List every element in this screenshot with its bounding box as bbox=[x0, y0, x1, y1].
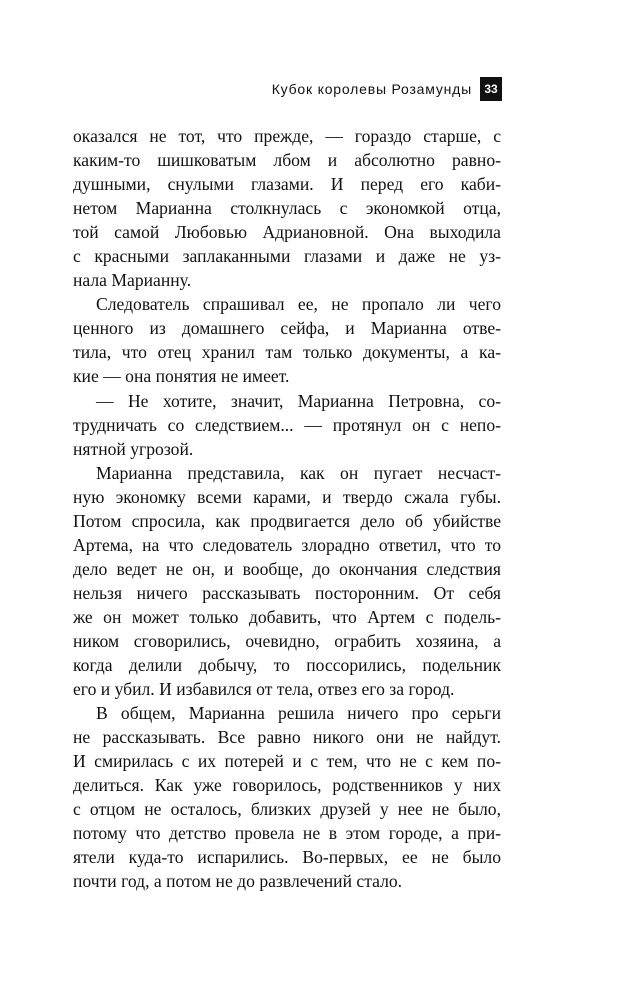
text-line: каким-то шишковатым лбом и абсолютно равно- bbox=[73, 150, 501, 171]
page-number: 33 bbox=[480, 77, 502, 101]
text-line: когда делили добычу, то поссорились, подельник bbox=[73, 655, 501, 676]
text-line: ником сговорились, очевидно, ограбить хозяина, а bbox=[73, 630, 501, 651]
page-body bbox=[73, 124, 501, 894]
text-line: потому что детство провела не в этом городе, а при- bbox=[73, 823, 501, 844]
text-line: оказался не тот, что прежде, — гораздо старше, с bbox=[73, 126, 501, 146]
text-line: нельзя ничего рассказывать посторонним. От себя bbox=[73, 582, 501, 603]
text-line: той самой Любовью Адриановной. Она выходила bbox=[73, 222, 501, 243]
text-line: Артема, на что следователь злорадно ответил, что то bbox=[73, 534, 501, 555]
text-line: душными, снулыми глазами. И перед его каби- bbox=[73, 174, 501, 195]
text-line: нала Марианну. bbox=[73, 270, 192, 291]
text-line: дело ведет не он, и вообще, до окончания следствия bbox=[73, 558, 501, 579]
text-line: делиться. Как уже говорилось, родственников у них bbox=[73, 775, 501, 796]
text-line: же он может только добавить, что Артем с подель- bbox=[73, 606, 501, 627]
text-line: В общем, Марианна решила ничего про серьги bbox=[96, 703, 501, 724]
text-line: почти год, а потом не до развлечений стало. bbox=[73, 871, 403, 892]
text-line: Потом спросила, как продвигается дело об убийстве bbox=[73, 510, 501, 531]
text-line: не рассказывать. Все равно никого они не найдут. bbox=[73, 727, 501, 748]
text-line: нятной угрозой. bbox=[73, 438, 194, 459]
text-line: Следователь спрашивал ее, не пропало ли чего bbox=[96, 294, 501, 315]
text-line: трудничать со следствием... — протянул он с непо- bbox=[73, 414, 501, 435]
text-line: — Не хотите, значит, Марианна Петровна, со- bbox=[96, 390, 501, 411]
text-line: ятели куда-то испарились. Во-первых, ее не было bbox=[73, 847, 501, 868]
text-line: с отцом не осталось, близких друзей у нее не было, bbox=[73, 799, 501, 820]
text-line: ную экономку всеми карами, и твердо сжала губы. bbox=[73, 486, 501, 507]
running-header bbox=[272, 77, 502, 101]
text-line: кие — она понятия не имеет. bbox=[73, 366, 290, 387]
running-title: Кубок королевы Розамунды bbox=[271, 81, 472, 97]
text-line: ценного из домашнего сейфа, и Марианна отве- bbox=[73, 318, 501, 339]
text-line: нетом Марианна столкнулась с экономкой отца, bbox=[73, 198, 501, 219]
text-line: И смирилась с их потерей и с тем, что не с кем по- bbox=[73, 751, 501, 772]
text-line: Марианна представила, как он пугает несчаст- bbox=[96, 462, 501, 483]
text-line: тила, что отец хранил там только документы, а ка- bbox=[73, 342, 501, 363]
text-line: с красными заплаканными глазами и даже не уз- bbox=[73, 246, 501, 267]
text-line: его и убил. И избавился от тела, отвез его за город. bbox=[73, 679, 455, 700]
